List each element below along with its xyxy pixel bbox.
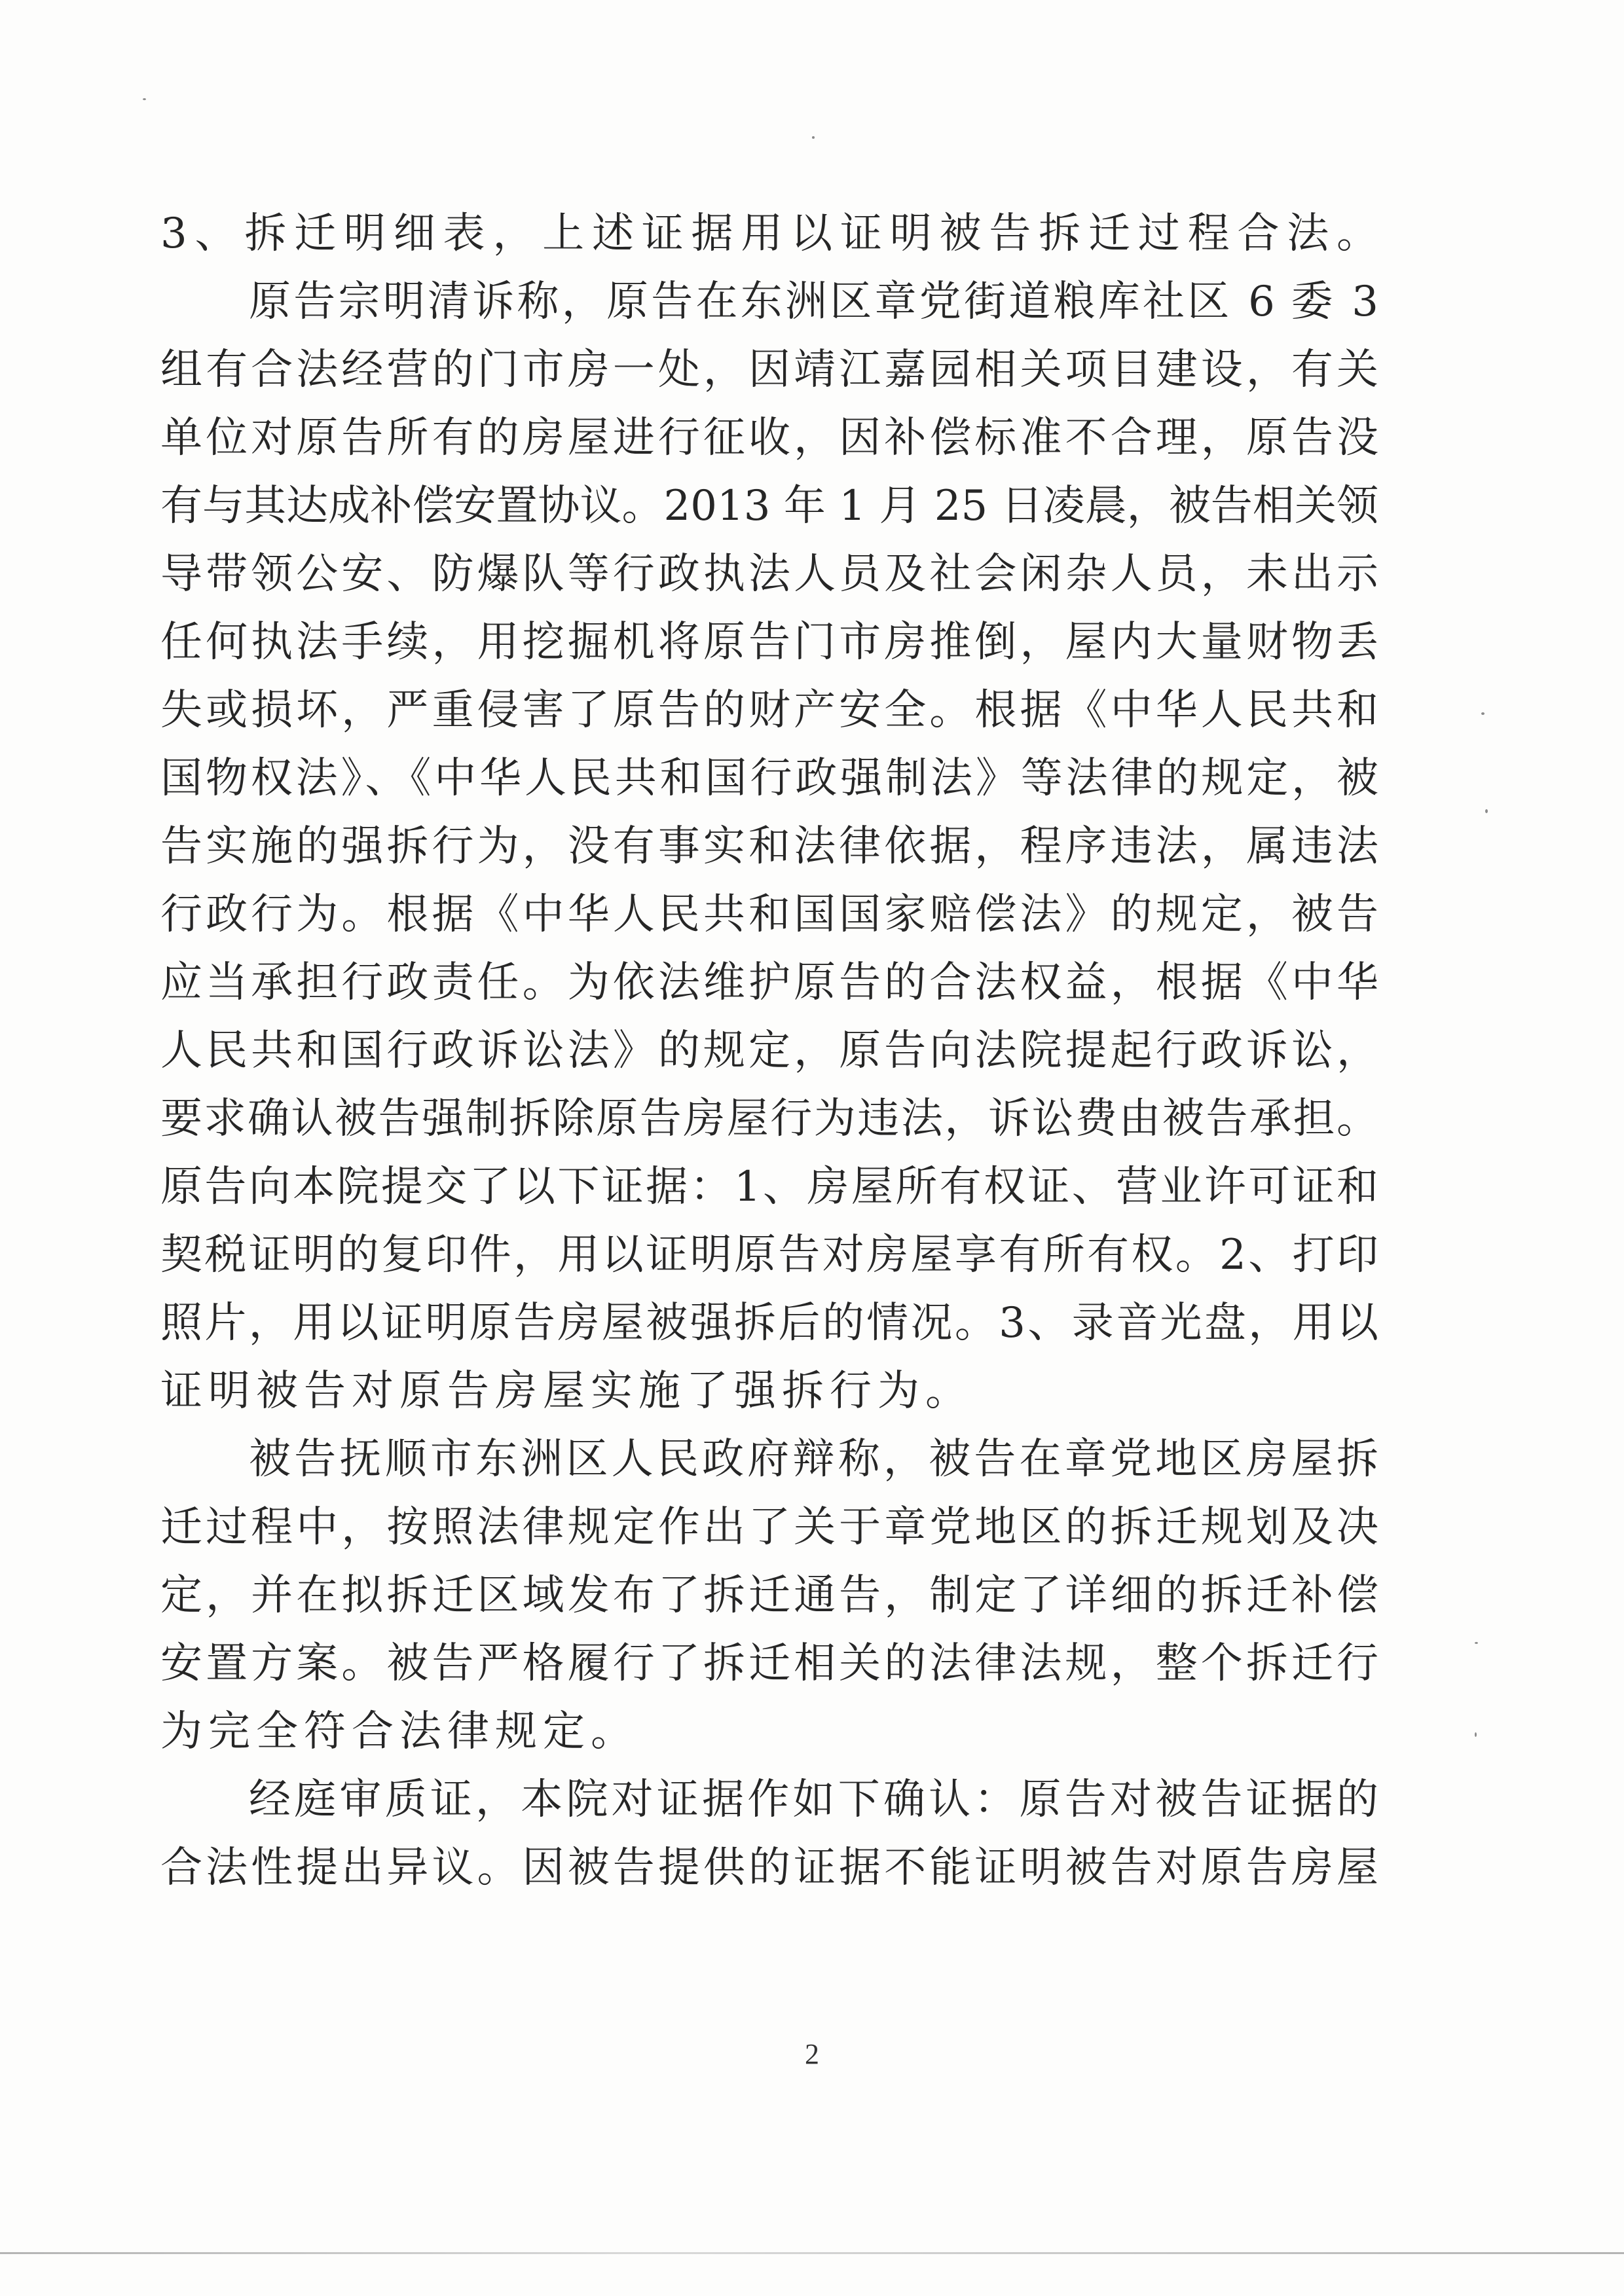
text-line: 告实施的强拆行为，没有事实和法律依据，程序违法，属违法 xyxy=(160,822,1378,871)
scan-speck xyxy=(1475,1732,1477,1737)
text-line: 任何执法手续，用挖掘机将原告门市房推倒，屋内大量财物丢 xyxy=(160,618,1378,666)
text-line: 单位对原告所有的房屋进行征收，因补偿标准不合理，原告没 xyxy=(160,414,1378,462)
text-line: 合法性提出异议。因被告提供的证据不能证明被告对原告房屋 xyxy=(160,1844,1378,1892)
scan-speck xyxy=(1485,809,1488,813)
text-line: 应当承担行政责任。为依法维护原告的合法权益，根据《中华 xyxy=(160,958,1378,1007)
paragraph-last-line: 为完全符合法律规定。 xyxy=(160,1707,638,1756)
text-line: 原告向本院提交了以下证据：1、房屋所有权证、营业许可证和 xyxy=(160,1163,1378,1211)
page-number: 2 xyxy=(805,2038,819,2070)
text-line: 组有合法经营的门市房一处，因靖江嘉园相关项目建设，有关 xyxy=(160,346,1378,394)
scan-speck xyxy=(1481,712,1485,715)
paragraph-first-line: 被告抚顺市东洲区人民政府辩称，被告在章党地区房屋拆 xyxy=(249,1435,1378,1484)
text-line: 国物权法》、《中华人民共和国行政强制法》等法律的规定，被 xyxy=(160,754,1378,803)
text-line: 迁过程中，按照法律规定作出了关于章党地区的拆迁规划及决 xyxy=(160,1503,1378,1552)
paragraph-first-line: 经庭审质证，本院对证据作如下确认：原告对被告证据的 xyxy=(249,1776,1378,1824)
text-line: 安置方案。被告严格履行了拆迁相关的法律法规，整个拆迁行 xyxy=(160,1639,1378,1688)
text-line: 3、拆迁明细表，上述证据用以证明被告拆迁过程合法。 xyxy=(160,210,1378,258)
text-line: 导带领公安、防爆队等行政执法人员及社会闲杂人员，未出示 xyxy=(160,550,1378,598)
paragraph-last-line: 证明被告对原告房屋实施了强拆行为。 xyxy=(160,1367,973,1415)
scan-speck xyxy=(812,136,815,139)
text-line: 照片，用以证明原告房屋被强拆后的情况。3、录音光盘，用以 xyxy=(160,1299,1378,1347)
text-line: 人民共和国行政诉讼法》的规定，原告向法院提起行政诉讼， xyxy=(160,1027,1378,1075)
text-line: 契税证明的复印件，用以证明原告对房屋享有所有权。2、打印 xyxy=(160,1231,1378,1279)
text-line: 有与其达成补偿安置协议。2013 年 1 月 25 日凌晨，被告相关领 xyxy=(160,482,1378,530)
scan-edge-line xyxy=(0,2252,1624,2254)
scan-speck xyxy=(143,98,146,100)
text-line: 失或损坏，严重侵害了原告的财产安全。根据《中华人民共和 xyxy=(160,686,1378,735)
text-line: 要求确认被告强制拆除原告房屋行为违法，诉讼费由被告承担。 xyxy=(160,1095,1378,1143)
paragraph-first-line: 原告宗明清诉称，原告在东洲区章党街道粮库社区 6 委 3 xyxy=(249,278,1378,326)
text-line: 定，并在拟拆迁区域发布了拆迁通告，制定了详细的拆迁补偿 xyxy=(160,1571,1378,1620)
scan-speck xyxy=(1475,1642,1478,1644)
body-text xyxy=(160,200,1378,1902)
text-line: 行政行为。根据《中华人民共和国国家赔偿法》的规定，被告 xyxy=(160,890,1378,939)
